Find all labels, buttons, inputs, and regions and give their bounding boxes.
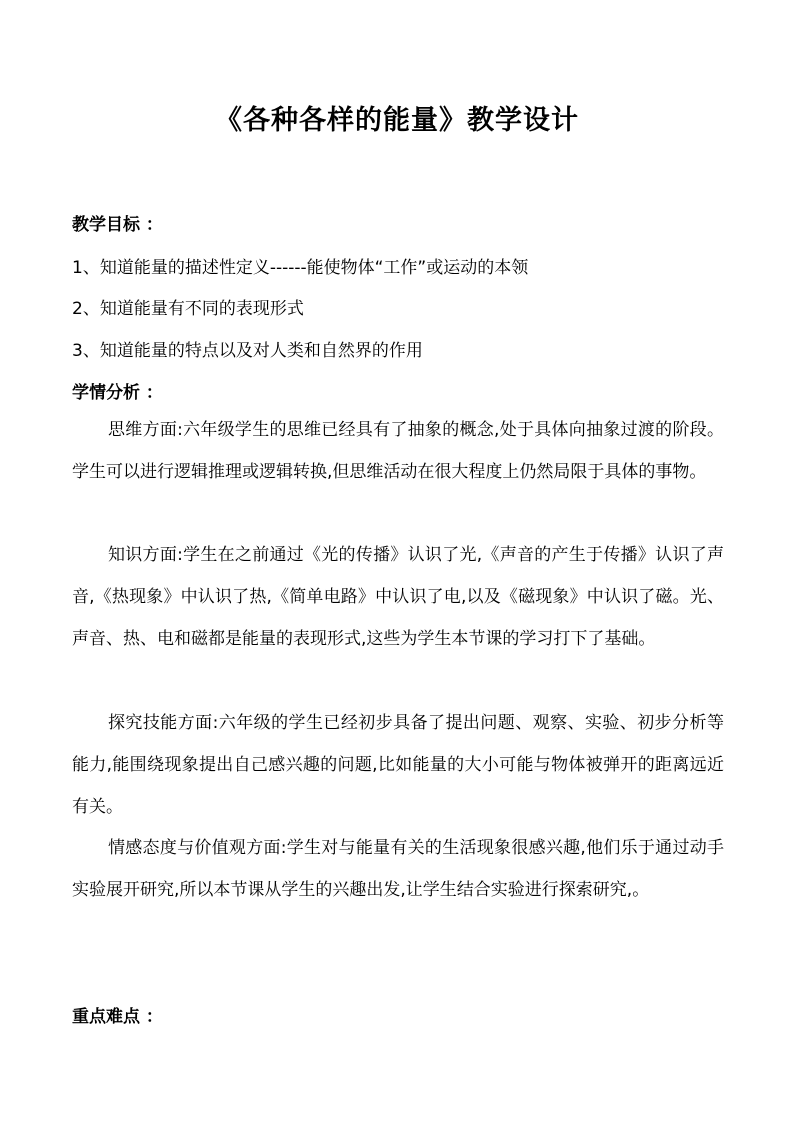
objective-item-1: 1、知道能量的描述性定义------能使物体“工作”或运动的本领 [72, 258, 529, 278]
objective-item-2: 2、知道能量有不同的表现形式 [72, 299, 304, 319]
objectives-heading: 教学目标 ： [72, 215, 163, 235]
analysis-paragraph-skills: 探究技能方面:六年级的学生已经初步具备了提出问题、观察、实验、初步分析等能力,能围绕现象提出自己感兴趣的问题,比如能量的大小可能与物体被弹开的距离远近有关。 [72, 713, 724, 817]
analysis-heading: 学情分析 ： [72, 383, 163, 403]
key-points-heading: 重点难点 ： [72, 1007, 163, 1027]
analysis-paragraph-knowledge: 知识方面:学生在之前通过《光的传播》认识了光,《声音的产生于传播》认识了声音,《热现象》中认识了热,《简单电路》中认识了电,以及《磁现象》中认识了磁。光、声音、热、电和磁都是能量的表现形式,这些为学生本节课的学习打下了基础。 [72, 545, 724, 649]
analysis-paragraph-attitude: 情感态度与价值观方面:学生对与能量有关的生活现象很感兴趣,他们乐于通过动手实验展开研究,所以本节课从学生的兴趣出发,让学生结合实验进行探索研究,。 [72, 838, 724, 900]
analysis-paragraph-thinking: 思维方面:六年级学生的思维已经具有了抽象的概念,处于具体向抽象过渡的阶段。学生可以进行逻辑推理或逻辑转换,但思维活动在很大程度上仍然局限于具体的事物。 [72, 420, 724, 482]
objective-item-3: 3、知道能量的特点以及对人类和自然界的作用 [72, 341, 423, 361]
page-title: 《各种各样的能量》教学设计 [215, 105, 579, 136]
